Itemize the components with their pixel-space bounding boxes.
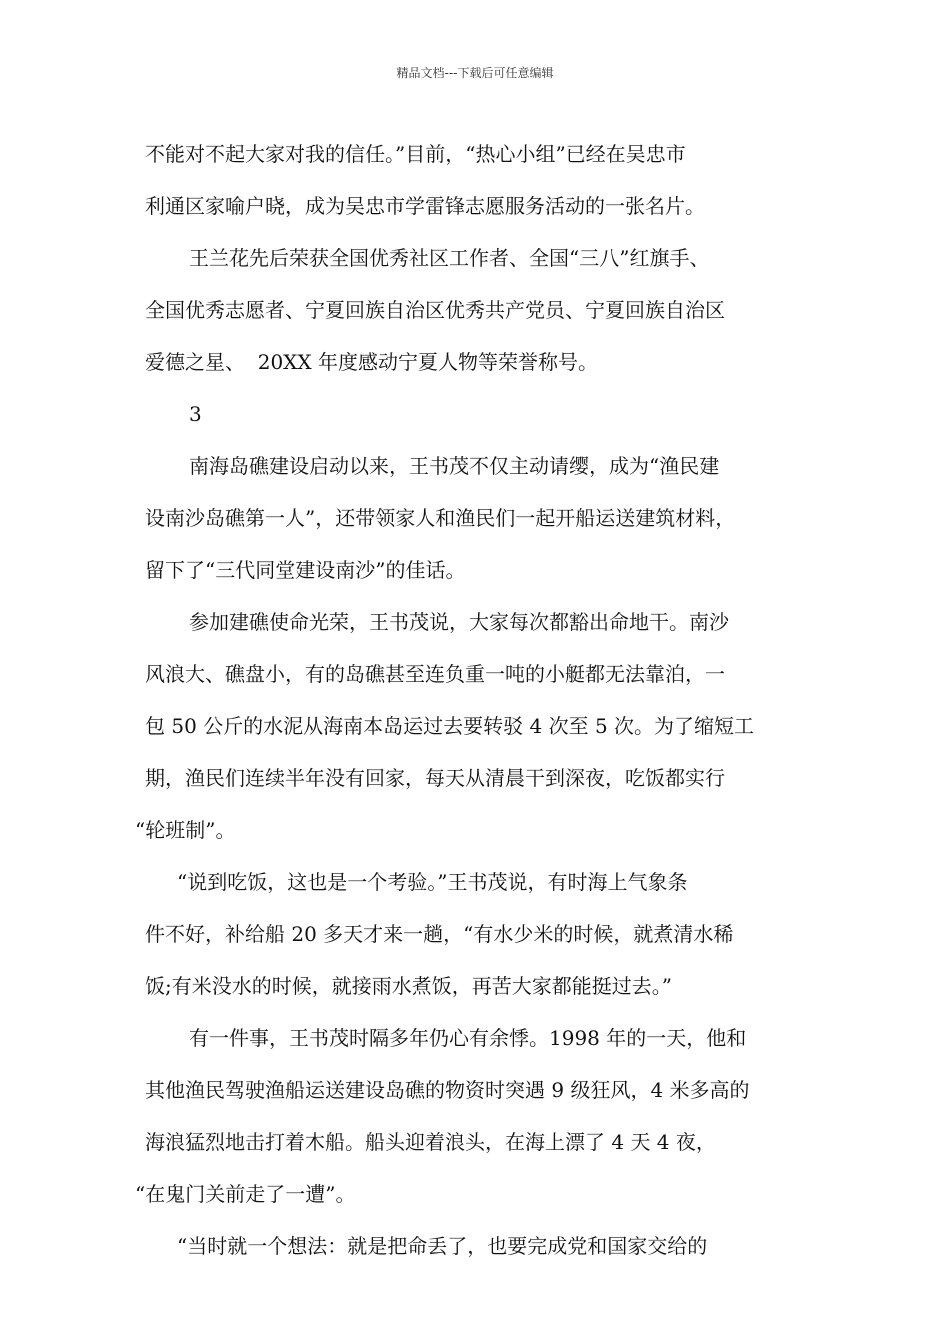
text-line: “在鬼门关前走了一遭”。: [135, 1182, 356, 1206]
page-header: 精品文档---下载后可任意编辑: [396, 66, 554, 80]
text-line: 设南沙岛礁第一人”，还带领家人和渔民们一起开船运送建筑材料，: [145, 506, 736, 530]
text-line: 海浪猛烈地击打着木船。船头迎着浪头，在海上漂了 4 天 4 夜，: [145, 1130, 716, 1154]
paragraph-start: 王兰花先后荣获全国优秀社区工作者、全国“三八”红旗手、: [189, 246, 710, 270]
text-line: 全国优秀志愿者、宁夏回族自治区优秀共产党员、宁夏回族自治区: [145, 298, 725, 322]
text-line: 饭;有米没水的时候，就接雨水煮饭，再苦大家都能挺过去。”: [145, 974, 672, 998]
text-line: 风浪大、礁盘小，有的岛礁甚至连负重一吨的小艇都无法靠泊，一: [145, 662, 725, 686]
section-number: 3: [189, 402, 202, 426]
text-line: 利通区家喻户晓，成为吴忠市学雷锋志愿服务活动的一张名片。: [145, 194, 705, 218]
paragraph-start: “当时就一个想法：就是把命丢了，也要完成党和国家交给的: [177, 1234, 708, 1258]
text-line: 不能对不起大家对我的信任。”目前，“热心小组”已经在吴忠市: [145, 142, 686, 166]
text-line: 留下了“三代同堂建设南沙”的佳话。: [145, 558, 466, 582]
text-line: 包 50 公斤的水泥从海南本岛运过去要转驳 4 次至 5 次。为了缩短工: [145, 714, 755, 738]
document-body: [135, 128, 825, 1272]
paragraph-start: 南海岛礁建设启动以来，王书茂不仅主动请缨，成为“渔民建: [189, 454, 720, 478]
text-line: 其他渔民驾驶渔船运送建设岛礁的物资时突遇 9 级狂风，4 米多高的: [145, 1078, 750, 1102]
text-line: 件不好，补给船 20 多天才来一趟，“有水少米的时候，就煮清水稀: [145, 922, 734, 946]
text-line: 期，渔民们连续半年没有回家，每天从清晨干到深夜，吃饭都实行: [145, 766, 725, 790]
paragraph-start: 参加建礁使命光荣，王书茂说，大家每次都豁出命地干。南沙: [189, 610, 729, 634]
text-line: “轮班制”。: [135, 818, 236, 842]
paragraph-start: “说到吃饭，这也是一个考验。”王书茂说，有时海上气象条: [177, 870, 688, 894]
paragraph-start: 有一件事，王书茂时隔多年仍心有余悸。1998 年的一天，他和: [189, 1026, 747, 1050]
text-line: 爱德之星、 20XX 年度感动宁夏人物等荣誉称号。: [145, 350, 598, 374]
